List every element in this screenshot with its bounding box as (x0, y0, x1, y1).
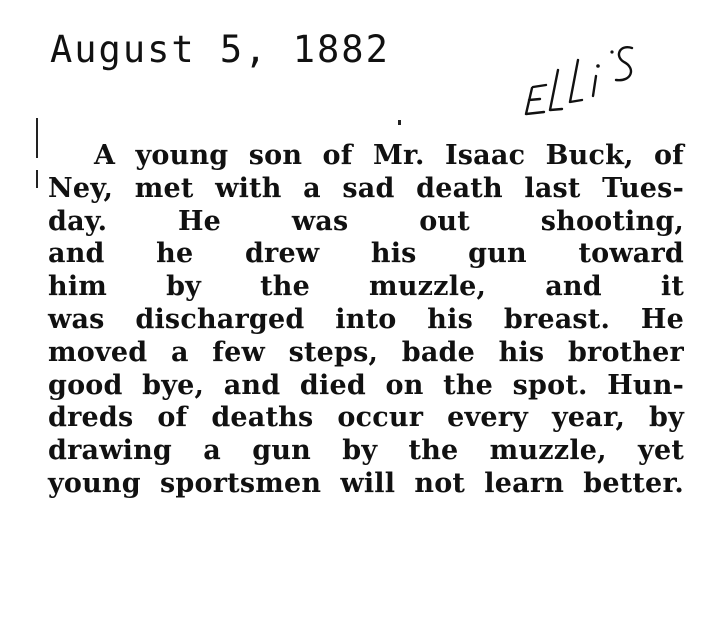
article-line: drawing a gun by the muzzle, yet (48, 435, 684, 467)
article-line: day. He was out shooting, (48, 205, 684, 237)
article-line: good bye, and died on the spot. Hun- (48, 369, 684, 401)
margin-mark-lower (36, 170, 38, 188)
article-line: was discharged into his breast. He (48, 303, 684, 335)
article-line: dreds of deaths occur every year, by (48, 402, 684, 434)
article-line: him by the muzzle, and it (48, 271, 684, 303)
article-line: A young son of Mr. Isaac Buck, of (94, 140, 684, 171)
article-line: moved a few steps, bade his brother (48, 336, 684, 368)
article-line: Ney, met with a sad death last Tues- (48, 172, 684, 204)
article-body (48, 140, 684, 501)
handwritten-annotation (520, 30, 660, 120)
clipping-date: August 5, 1882 (50, 28, 390, 71)
article-line: and he drew his gun toward (48, 238, 684, 270)
article-line: young sportsmen will not learn better. (48, 467, 684, 499)
margin-mark (36, 118, 38, 158)
print-speck (398, 120, 401, 125)
